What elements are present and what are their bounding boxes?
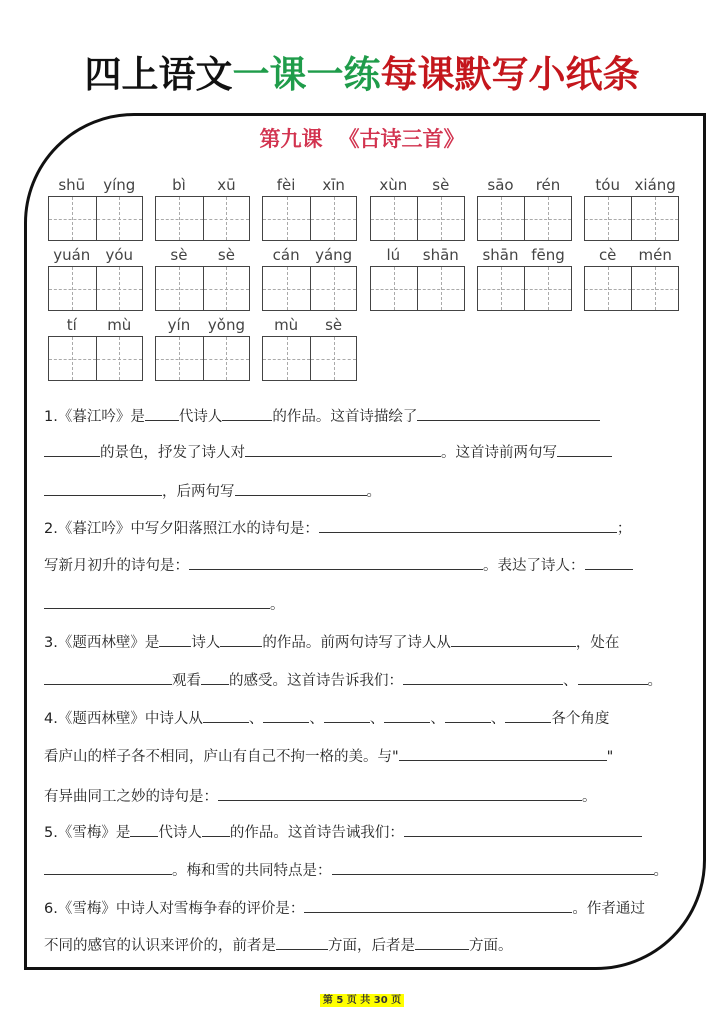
- character-box[interactable]: [156, 267, 203, 310]
- answer-blank[interactable]: [384, 708, 430, 723]
- word-cell: [262, 244, 357, 311]
- question-5-line-1: [44, 822, 684, 843]
- answer-blank[interactable]: [159, 632, 191, 647]
- pinyin: cè: [598, 246, 617, 264]
- answer-blank[interactable]: [319, 518, 617, 533]
- character-box[interactable]: [417, 197, 464, 240]
- pinyin: sè: [170, 246, 188, 264]
- writing-boxes[interactable]: [48, 336, 143, 381]
- q4-text: 各个角度: [551, 711, 610, 727]
- character-box[interactable]: [49, 267, 96, 310]
- answer-blank[interactable]: [263, 708, 309, 723]
- title-practice: 一课一练: [232, 53, 381, 96]
- lesson-heading: [0, 122, 724, 156]
- answer-blank[interactable]: [417, 406, 600, 421]
- q4-text: 4.《题西林壁》中诗人从: [44, 711, 203, 727]
- character-box[interactable]: [631, 267, 678, 310]
- q5-text: 的作品。这首诗告诫我们：: [229, 825, 404, 841]
- answer-blank[interactable]: [222, 406, 272, 421]
- q3-text: 、: [563, 673, 578, 689]
- page-number-label: 第 5 页 共 30 页: [320, 994, 404, 1007]
- title-grade-subject: 四上语文: [84, 53, 233, 96]
- pinyin-row-1: [48, 174, 691, 241]
- question-4-line-2: [44, 746, 684, 767]
- q2-text: 。: [270, 597, 285, 613]
- q5-text: 。: [653, 863, 668, 879]
- character-box[interactable]: [371, 197, 418, 240]
- pinyin: tí: [66, 316, 77, 334]
- answer-blank[interactable]: [324, 708, 370, 723]
- answer-blank[interactable]: [557, 442, 612, 457]
- pinyin-row-3: [48, 314, 370, 381]
- answer-blank[interactable]: [130, 822, 158, 837]
- character-box[interactable]: [478, 267, 525, 310]
- q6-text: 6.《雪梅》中诗人对雪梅争春的评价是：: [44, 901, 305, 917]
- pinyin: shū: [58, 176, 86, 194]
- writing-boxes[interactable]: [262, 336, 357, 381]
- question-6-line-1: [44, 898, 684, 919]
- writing-boxes[interactable]: [155, 336, 250, 381]
- character-box[interactable]: [524, 267, 571, 310]
- q6-text: 不同的感官的认识来评价的，前者是: [44, 938, 276, 954]
- q4-text: 、: [369, 711, 385, 727]
- word-cell: [48, 314, 143, 381]
- answer-blank[interactable]: [404, 822, 642, 837]
- question-3-line-2: [44, 670, 684, 691]
- question-3-line-1: [44, 632, 684, 653]
- page-footer: [0, 988, 724, 1007]
- word-cell: [584, 174, 679, 241]
- pinyin: mén: [638, 246, 672, 264]
- word-cell: [370, 174, 465, 241]
- q4-text: 有异曲同工之妙的诗句是：: [44, 789, 218, 805]
- answer-blank[interactable]: [44, 670, 172, 685]
- character-box[interactable]: [156, 197, 203, 240]
- pinyin: fèi: [276, 176, 296, 194]
- answer-blank[interactable]: [578, 670, 648, 685]
- pinyin: xùn: [379, 176, 408, 194]
- q1-text: 1.《暮江吟》是: [44, 409, 145, 425]
- q3-text: 的作品。前两句诗写了诗人从: [262, 635, 451, 651]
- answer-blank[interactable]: [44, 594, 270, 609]
- character-box[interactable]: [263, 267, 310, 310]
- pinyin: shān: [482, 246, 519, 264]
- pinyin: yáng: [315, 246, 353, 264]
- pinyin: xū: [217, 176, 236, 194]
- writing-boxes[interactable]: [262, 266, 357, 311]
- pinyin: sè: [432, 176, 450, 194]
- writing-boxes[interactable]: [262, 196, 357, 241]
- character-box[interactable]: [96, 197, 143, 240]
- character-box[interactable]: [263, 197, 310, 240]
- pinyin-row-2: [48, 244, 691, 311]
- answer-blank[interactable]: [332, 860, 654, 875]
- character-box[interactable]: [524, 197, 571, 240]
- character-box[interactable]: [156, 337, 203, 380]
- q3-text: 3.《题西林壁》是: [44, 635, 160, 651]
- pinyin: yuán: [53, 246, 91, 264]
- q6-text: 方面，后者是: [328, 938, 415, 954]
- character-box[interactable]: [585, 267, 632, 310]
- page-title: [0, 50, 724, 100]
- character-box[interactable]: [203, 337, 250, 380]
- question-1-line-3: [44, 481, 684, 502]
- question-4-line-1: [44, 708, 684, 729]
- q4-text: 、: [430, 711, 445, 727]
- pinyin: shān: [422, 246, 459, 264]
- answer-blank[interactable]: [145, 406, 179, 421]
- character-box[interactable]: [371, 267, 418, 310]
- pinyin: yóu: [105, 246, 134, 264]
- question-2-line-2: [44, 555, 684, 576]
- word-cell: [370, 244, 465, 311]
- pinyin: xīn: [322, 176, 345, 194]
- answer-blank[interactable]: [203, 708, 249, 723]
- answer-blank[interactable]: [201, 670, 229, 685]
- title-dictation: 每课默写小纸条: [380, 53, 640, 96]
- q3-text: ，处在: [575, 635, 620, 651]
- character-box[interactable]: [96, 337, 143, 380]
- pinyin: sāo: [487, 176, 514, 194]
- character-box[interactable]: [417, 267, 464, 310]
- pinyin: sè: [217, 246, 235, 264]
- answer-blank[interactable]: [304, 898, 572, 913]
- character-box[interactable]: [263, 337, 310, 380]
- q4-text: ": [606, 749, 614, 765]
- q2-text: 。表达了诗人：: [483, 558, 585, 574]
- answer-blank[interactable]: [245, 442, 441, 457]
- q6-text: 。作者通过: [572, 901, 645, 917]
- pinyin: tóu: [595, 176, 620, 194]
- writing-boxes[interactable]: [584, 266, 679, 311]
- writing-boxes[interactable]: [155, 196, 250, 241]
- character-box[interactable]: [631, 197, 678, 240]
- pinyin: yǒng: [207, 316, 245, 334]
- question-4-line-3: [44, 786, 684, 807]
- lesson-name: 《古诗三首》: [338, 127, 465, 151]
- character-box[interactable]: [310, 267, 357, 310]
- q2-text: ；: [616, 521, 632, 537]
- answer-blank[interactable]: [202, 822, 230, 837]
- pinyin: fēng: [531, 246, 565, 264]
- word-cell: [477, 174, 572, 241]
- q5-text: 5.《雪梅》是: [44, 825, 131, 841]
- writing-boxes[interactable]: [477, 196, 572, 241]
- character-box[interactable]: [49, 197, 96, 240]
- question-1-line-1: [44, 406, 684, 427]
- character-box[interactable]: [585, 197, 632, 240]
- character-box[interactable]: [478, 197, 525, 240]
- question-2-line-1: [44, 518, 684, 539]
- writing-boxes[interactable]: [584, 196, 679, 241]
- answer-blank[interactable]: [220, 632, 262, 647]
- character-box[interactable]: [96, 267, 143, 310]
- answer-blank[interactable]: [585, 555, 633, 570]
- q4-text: 看庐山的样子各不相同，庐山有自己不拘一格的美。与": [44, 749, 399, 765]
- writing-boxes[interactable]: [48, 196, 143, 241]
- writing-boxes[interactable]: [370, 196, 465, 241]
- word-cell: [155, 314, 250, 381]
- word-cell: [155, 174, 250, 241]
- q3-text: 诗人: [191, 635, 221, 651]
- q2-text: 2.《暮江吟》中写夕阳落照江水的诗句是：: [44, 521, 319, 537]
- q4-text: 、: [490, 711, 506, 727]
- pinyin: mù: [274, 316, 299, 334]
- q1-text: 。: [366, 484, 381, 500]
- word-cell: [48, 174, 143, 241]
- pinyin: lú: [386, 246, 401, 264]
- character-box[interactable]: [49, 337, 96, 380]
- character-box[interactable]: [203, 197, 250, 240]
- pinyin: yín: [167, 316, 191, 334]
- word-cell: [155, 244, 250, 311]
- question-1-line-2: [44, 442, 684, 463]
- pinyin: mù: [107, 316, 132, 334]
- word-cell: [477, 244, 572, 311]
- answer-blank[interactable]: [235, 481, 367, 496]
- question-5-line-2: [44, 860, 684, 881]
- answer-blank[interactable]: [445, 708, 491, 723]
- lesson-number: 第九课: [259, 127, 323, 151]
- character-box[interactable]: [310, 337, 357, 380]
- q4-text: 。: [582, 789, 597, 805]
- q1-text: 。这首诗前两句写: [441, 445, 557, 461]
- pinyin: sè: [325, 316, 343, 334]
- q4-text: 、: [309, 711, 324, 727]
- q3-text: 的感受。这首诗告诉我们：: [229, 673, 403, 689]
- pinyin: xiáng: [634, 176, 676, 194]
- answer-blank[interactable]: [44, 442, 100, 457]
- answer-blank[interactable]: [44, 481, 162, 496]
- q6-text: 方面。: [469, 938, 513, 954]
- q3-text: 。: [647, 673, 662, 689]
- q1-text: 代诗人: [178, 409, 223, 425]
- answer-blank[interactable]: [451, 632, 576, 647]
- writing-boxes[interactable]: [48, 266, 143, 311]
- q5-text: 。梅和雪的共同特点是：: [172, 863, 332, 879]
- character-box[interactable]: [310, 197, 357, 240]
- answer-blank[interactable]: [189, 555, 483, 570]
- pinyin: cán: [272, 246, 300, 264]
- q1-text: 的景色，抒发了诗人对: [100, 445, 245, 461]
- writing-boxes[interactable]: [370, 266, 465, 311]
- word-cell: [262, 314, 357, 381]
- word-cell: [48, 244, 143, 311]
- answer-blank[interactable]: [403, 670, 563, 685]
- writing-boxes[interactable]: [155, 266, 250, 311]
- q2-text: 写新月初升的诗句是：: [44, 558, 189, 574]
- answer-blank[interactable]: [44, 860, 172, 875]
- pinyin: yíng: [103, 176, 136, 194]
- pinyin: rén: [535, 176, 561, 194]
- question-2-line-3: [44, 594, 684, 615]
- pinyin: bì: [172, 176, 186, 194]
- q3-text: 观看: [172, 673, 201, 689]
- q1-text: 的作品。这首诗描绘了: [272, 409, 418, 425]
- answer-blank[interactable]: [276, 935, 328, 950]
- answer-blank[interactable]: [399, 746, 607, 761]
- character-box[interactable]: [203, 267, 250, 310]
- writing-boxes[interactable]: [477, 266, 572, 311]
- q5-text: 代诗人: [158, 825, 202, 841]
- question-6-line-2: [44, 935, 684, 956]
- answer-blank[interactable]: [415, 935, 469, 950]
- word-cell: [262, 174, 357, 241]
- q1-text: ，后两句写: [162, 484, 235, 500]
- answer-blank[interactable]: [505, 708, 551, 723]
- q4-text: 、: [248, 711, 264, 727]
- answer-blank[interactable]: [218, 786, 582, 801]
- word-cell: [584, 244, 679, 311]
